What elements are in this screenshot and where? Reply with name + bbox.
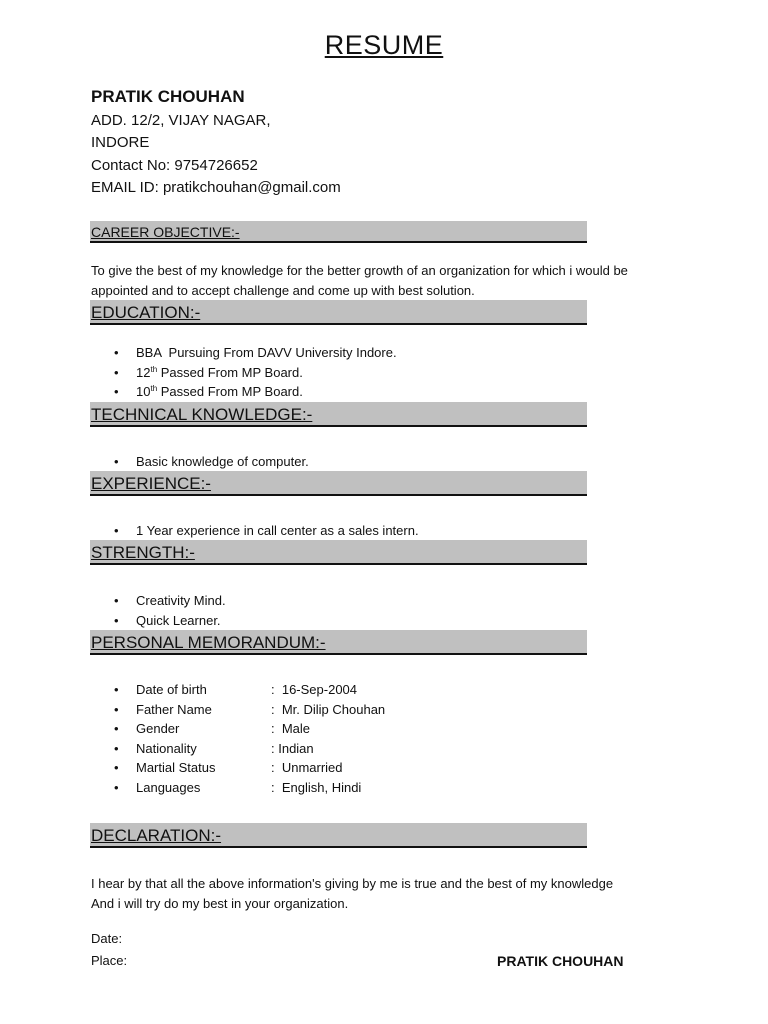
item-text: Passed From MP Board. — [157, 384, 303, 399]
detail-value: : 16-Sep-2004 — [271, 682, 358, 697]
detail-label: Father Name — [136, 701, 212, 717]
section-heading-label: DECLARATION:- — [91, 826, 222, 845]
section-heading-technical — [90, 402, 587, 427]
email-address: EMAIL ID: pratikchouhan@gmail.com — [91, 179, 341, 196]
list-item: • Basic knowledge of computer. — [91, 452, 309, 472]
detail-label: Nationality — [136, 740, 197, 756]
section-heading-experience — [90, 471, 587, 496]
detail-label: Languages — [136, 779, 201, 795]
detail-label: Gender — [136, 721, 180, 736]
list-item — [91, 719, 385, 739]
section-heading-label: TECHNICAL KNOWLEDGE:- — [91, 405, 313, 424]
section-heading-education — [90, 300, 587, 325]
detail-value: : Mr. Dilip Chouhan — [271, 701, 386, 717]
list-item: • 1 Year experience in call center as a sales intern. — [91, 521, 419, 541]
detail-value: : Unmarried — [271, 760, 343, 775]
address-line-2: INDORE — [91, 134, 150, 151]
ordinal-suffix: th — [150, 364, 158, 374]
signature-name: PRATIK CHOUHAN — [497, 953, 624, 969]
item-text: Passed From MP Board. — [157, 364, 303, 380]
declaration-line-2: And i will try do my best in your organization. — [91, 896, 349, 911]
list-item: • BBA Pursuing From DAVV University Indore. — [91, 343, 397, 363]
career-objective-line-1: To give the best of my knowledge for the better growth of an organization for which i would be — [91, 263, 628, 278]
contact-number: Contact No: 9754726652 — [91, 157, 258, 174]
list-item — [91, 758, 385, 778]
class-number: 10 — [136, 384, 151, 399]
list-item — [91, 700, 385, 720]
career-objective-line-2: appointed and to accept challenge and come up with best solution. — [91, 283, 475, 298]
list-item — [91, 363, 397, 383]
detail-value: : Indian — [271, 740, 314, 756]
personal-details-list — [91, 680, 385, 797]
declaration-line-1: I hear by that all the above information's giving by me is true and the best of my knowledge — [91, 876, 614, 891]
place-label: Place: — [91, 953, 128, 968]
strength-list — [91, 591, 226, 630]
section-heading-label: CAREER OBJECTIVE:- — [91, 224, 240, 240]
date-label: Date: — [91, 931, 123, 946]
list-item — [91, 739, 385, 759]
section-heading-personal — [90, 630, 587, 655]
detail-label: Date of birth — [136, 682, 207, 697]
section-heading-label: EDUCATION:- — [91, 303, 201, 322]
applicant-name: PRATIK CHOUHAN — [91, 87, 245, 106]
list-item — [91, 680, 385, 700]
education-list — [91, 343, 397, 402]
address-line-1: ADD. 12/2, VIJAY NAGAR, — [91, 112, 271, 129]
section-heading-career — [90, 221, 587, 243]
detail-value: : Male — [271, 721, 311, 736]
experience-list — [91, 521, 419, 541]
technical-list — [91, 452, 309, 472]
detail-value: : English, Hindi — [271, 779, 362, 795]
page-title: RESUME — [324, 30, 444, 60]
detail-label: Martial Status — [136, 760, 216, 775]
section-heading-label: STRENGTH:- — [91, 543, 195, 562]
list-item: • Creativity Mind. — [91, 591, 226, 611]
list-item — [91, 778, 385, 798]
class-number: 12 — [136, 364, 151, 380]
section-heading-label: PERSONAL MEMORANDUM:- — [91, 633, 326, 652]
list-item — [91, 382, 397, 402]
list-item: • Quick Learner. — [91, 611, 226, 631]
section-heading-label: EXPERIENCE:- — [91, 474, 211, 493]
section-heading-strength — [90, 540, 587, 565]
ordinal-suffix: th — [150, 384, 158, 393]
section-heading-declaration — [90, 823, 587, 848]
